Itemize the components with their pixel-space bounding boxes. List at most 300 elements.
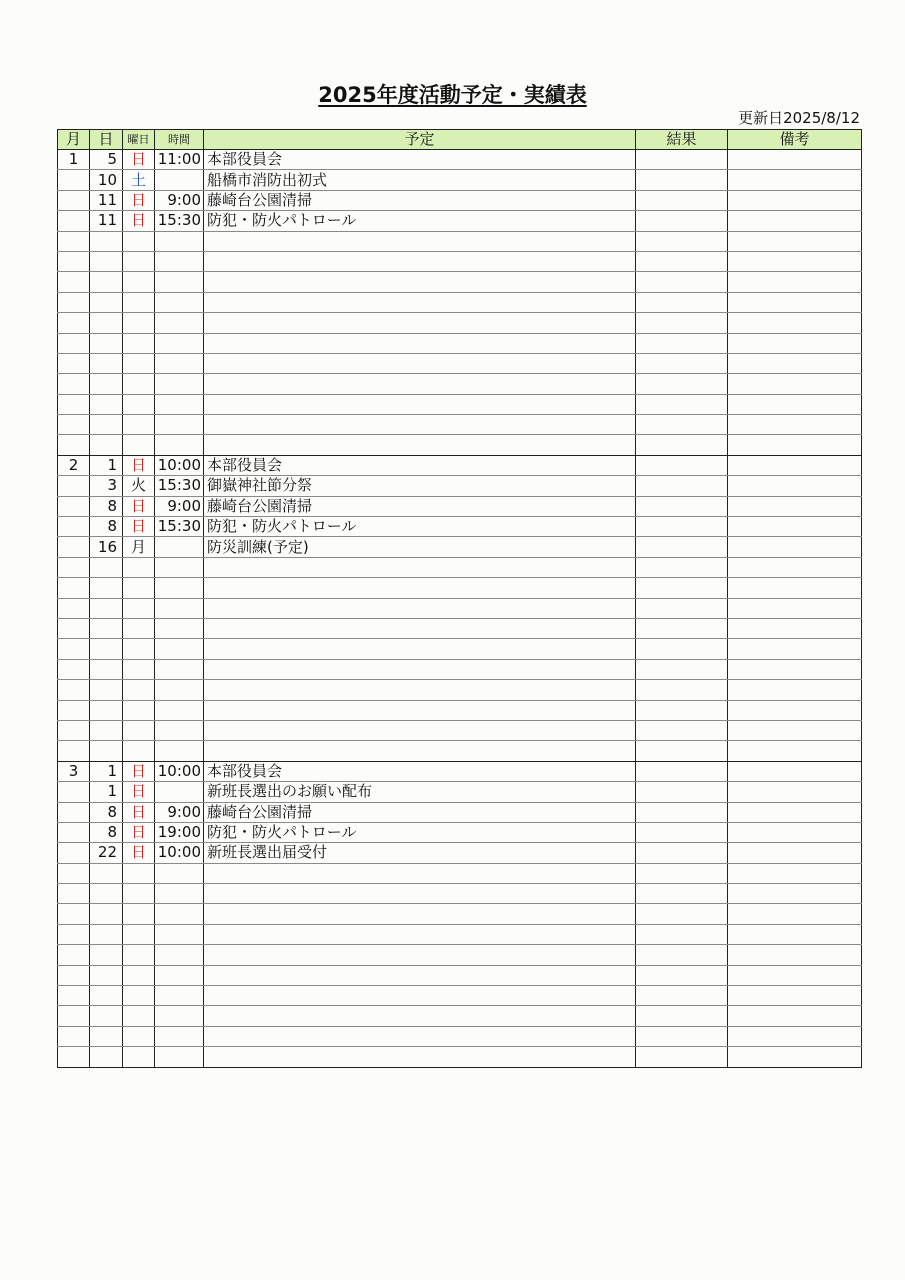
plan-cell <box>204 618 636 638</box>
weekday-cell <box>123 945 155 965</box>
remarks-cell <box>728 639 862 659</box>
weekday-cell: 日 <box>123 211 155 231</box>
weekday-cell <box>123 720 155 740</box>
month-cell: 2 <box>58 455 90 475</box>
remarks-cell <box>728 557 862 577</box>
month-cell <box>58 822 90 842</box>
plan-cell <box>204 720 636 740</box>
weekday-cell <box>123 965 155 985</box>
result-cell <box>636 1047 728 1067</box>
day-cell <box>90 1047 123 1067</box>
remarks-cell <box>728 231 862 251</box>
plan-cell <box>204 598 636 618</box>
table-row <box>58 741 862 761</box>
remarks-cell <box>728 1026 862 1046</box>
time-cell: 9:00 <box>155 496 204 516</box>
plan-cell: 防犯・防火パトロール <box>204 822 636 842</box>
month-cell <box>58 782 90 802</box>
day-cell <box>90 741 123 761</box>
time-cell: 9:00 <box>155 802 204 822</box>
month-cell <box>58 904 90 924</box>
plan-cell <box>204 435 636 455</box>
time-cell <box>155 700 204 720</box>
header-remarks: 備考 <box>728 130 862 150</box>
table-row <box>58 537 862 557</box>
result-cell <box>636 170 728 190</box>
time-cell: 10:00 <box>155 761 204 781</box>
weekday-cell <box>123 578 155 598</box>
table-row <box>58 618 862 638</box>
weekday-cell: 日 <box>123 190 155 210</box>
month-cell <box>58 415 90 435</box>
table-row <box>58 639 862 659</box>
month-cell <box>58 435 90 455</box>
result-cell <box>636 945 728 965</box>
plan-cell: 本部役員会 <box>204 150 636 170</box>
result-cell <box>636 822 728 842</box>
day-cell <box>90 863 123 883</box>
table-row <box>58 884 862 904</box>
day-cell <box>90 618 123 638</box>
result-cell <box>636 659 728 679</box>
time-cell <box>155 1047 204 1067</box>
day-cell: 1 <box>90 782 123 802</box>
time-cell <box>155 313 204 333</box>
table-row <box>58 863 862 883</box>
plan-cell: 藤崎台公園清掃 <box>204 190 636 210</box>
header-result: 結果 <box>636 130 728 150</box>
table-row <box>58 945 862 965</box>
plan-cell: 本部役員会 <box>204 455 636 475</box>
plan-cell <box>204 313 636 333</box>
plan-cell: 防犯・防火パトロール <box>204 211 636 231</box>
month-cell <box>58 374 90 394</box>
day-cell <box>90 415 123 435</box>
result-cell <box>636 1026 728 1046</box>
day-cell: 8 <box>90 496 123 516</box>
result-cell <box>636 741 728 761</box>
result-cell <box>636 251 728 271</box>
plan-cell <box>204 557 636 577</box>
table-row <box>58 211 862 231</box>
table-header-row <box>58 130 862 150</box>
time-cell <box>155 415 204 435</box>
weekday-cell <box>123 924 155 944</box>
remarks-cell <box>728 782 862 802</box>
weekday-cell <box>123 231 155 251</box>
updated-date: 更新日2025/8/12 <box>738 109 860 127</box>
weekday-cell <box>123 884 155 904</box>
time-cell: 11:00 <box>155 150 204 170</box>
weekday-cell <box>123 1006 155 1026</box>
remarks-cell <box>728 884 862 904</box>
remarks-cell <box>728 659 862 679</box>
result-cell <box>636 924 728 944</box>
day-cell <box>90 394 123 414</box>
result-cell <box>636 557 728 577</box>
day-cell: 1 <box>90 761 123 781</box>
table-row <box>58 965 862 985</box>
header-weekday: 曜日 <box>123 130 155 150</box>
time-cell <box>155 639 204 659</box>
remarks-cell <box>728 1047 862 1067</box>
time-cell <box>155 741 204 761</box>
month-cell <box>58 517 90 537</box>
result-cell <box>636 353 728 373</box>
table-row <box>58 313 862 333</box>
remarks-cell <box>728 496 862 516</box>
month-cell <box>58 924 90 944</box>
plan-cell: 藤崎台公園清掃 <box>204 496 636 516</box>
table-row <box>58 435 862 455</box>
day-cell <box>90 945 123 965</box>
plan-cell <box>204 680 636 700</box>
day-cell <box>90 313 123 333</box>
day-cell <box>90 333 123 353</box>
time-cell <box>155 986 204 1006</box>
time-cell <box>155 782 204 802</box>
remarks-cell <box>728 1006 862 1026</box>
result-cell <box>636 802 728 822</box>
remarks-cell <box>728 945 862 965</box>
result-cell <box>636 884 728 904</box>
weekday-cell <box>123 618 155 638</box>
result-cell <box>636 578 728 598</box>
weekday-cell <box>123 394 155 414</box>
plan-cell <box>204 374 636 394</box>
month-cell <box>58 884 90 904</box>
time-cell <box>155 251 204 271</box>
remarks-cell <box>728 476 862 496</box>
month-cell <box>58 680 90 700</box>
result-cell <box>636 435 728 455</box>
weekday-cell <box>123 598 155 618</box>
result-cell <box>636 1006 728 1026</box>
day-cell <box>90 720 123 740</box>
table-row <box>58 802 862 822</box>
weekday-cell <box>123 292 155 312</box>
month-cell <box>58 353 90 373</box>
table-row <box>58 720 862 740</box>
month-cell <box>58 251 90 271</box>
remarks-cell <box>728 170 862 190</box>
remarks-cell <box>728 374 862 394</box>
plan-cell <box>204 231 636 251</box>
day-cell <box>90 353 123 373</box>
weekday-cell: 火 <box>123 476 155 496</box>
result-cell <box>636 313 728 333</box>
remarks-cell <box>728 700 862 720</box>
plan-cell <box>204 578 636 598</box>
time-cell <box>155 863 204 883</box>
remarks-cell <box>728 333 862 353</box>
remarks-cell <box>728 211 862 231</box>
result-cell <box>636 394 728 414</box>
plan-cell <box>204 353 636 373</box>
day-cell: 8 <box>90 802 123 822</box>
weekday-cell <box>123 680 155 700</box>
day-cell <box>90 986 123 1006</box>
result-cell <box>636 986 728 1006</box>
day-cell <box>90 904 123 924</box>
header-plan: 予定 <box>204 130 636 150</box>
table-row <box>58 251 862 271</box>
month-cell <box>58 965 90 985</box>
plan-cell <box>204 863 636 883</box>
month-cell <box>58 741 90 761</box>
day-cell <box>90 1026 123 1046</box>
time-cell <box>155 965 204 985</box>
remarks-cell <box>728 741 862 761</box>
table-row <box>58 986 862 1006</box>
time-cell: 15:30 <box>155 476 204 496</box>
result-cell <box>636 272 728 292</box>
result-cell <box>636 190 728 210</box>
month-cell <box>58 945 90 965</box>
month-cell <box>58 313 90 333</box>
weekday-cell <box>123 415 155 435</box>
plan-cell <box>204 924 636 944</box>
remarks-cell <box>728 720 862 740</box>
time-cell <box>155 578 204 598</box>
weekday-cell: 日 <box>123 496 155 516</box>
table-row <box>58 272 862 292</box>
table-row <box>58 394 862 414</box>
plan-cell <box>204 904 636 924</box>
weekday-cell <box>123 639 155 659</box>
table-row <box>58 924 862 944</box>
time-cell <box>155 333 204 353</box>
month-cell <box>58 272 90 292</box>
remarks-cell <box>728 965 862 985</box>
day-cell: 22 <box>90 843 123 863</box>
result-cell <box>636 333 728 353</box>
schedule-table <box>57 129 862 1068</box>
weekday-cell <box>123 659 155 679</box>
month-cell <box>58 496 90 516</box>
plan-cell: 新班長選出届受付 <box>204 843 636 863</box>
result-cell <box>636 374 728 394</box>
time-cell <box>155 659 204 679</box>
remarks-cell <box>728 578 862 598</box>
time-cell <box>155 924 204 944</box>
weekday-cell: 日 <box>123 822 155 842</box>
day-cell <box>90 598 123 618</box>
table-row <box>58 170 862 190</box>
remarks-cell <box>728 272 862 292</box>
day-cell <box>90 231 123 251</box>
plan-cell <box>204 659 636 679</box>
day-cell <box>90 374 123 394</box>
day-cell <box>90 700 123 720</box>
day-cell: 8 <box>90 822 123 842</box>
month-cell <box>58 843 90 863</box>
month-cell <box>58 292 90 312</box>
month-cell: 3 <box>58 761 90 781</box>
result-cell <box>636 231 728 251</box>
plan-cell <box>204 292 636 312</box>
weekday-cell <box>123 904 155 924</box>
time-cell: 10:00 <box>155 843 204 863</box>
day-cell <box>90 659 123 679</box>
month-cell <box>58 190 90 210</box>
day-cell <box>90 251 123 271</box>
weekday-cell <box>123 353 155 373</box>
day-cell <box>90 272 123 292</box>
plan-cell <box>204 333 636 353</box>
time-cell <box>155 904 204 924</box>
remarks-cell <box>728 435 862 455</box>
day-cell: 5 <box>90 150 123 170</box>
table-row <box>58 517 862 537</box>
remarks-cell <box>728 761 862 781</box>
remarks-cell <box>728 986 862 1006</box>
remarks-cell <box>728 394 862 414</box>
month-cell <box>58 557 90 577</box>
day-cell <box>90 578 123 598</box>
month-cell <box>58 333 90 353</box>
plan-cell: 藤崎台公園清掃 <box>204 802 636 822</box>
time-cell <box>155 170 204 190</box>
day-cell: 11 <box>90 190 123 210</box>
plan-cell <box>204 884 636 904</box>
header-month: 月 <box>58 130 90 150</box>
result-cell <box>636 455 728 475</box>
plan-cell <box>204 945 636 965</box>
time-cell: 19:00 <box>155 822 204 842</box>
plan-cell <box>204 986 636 1006</box>
table-row <box>58 374 862 394</box>
month-cell <box>58 863 90 883</box>
remarks-cell <box>728 680 862 700</box>
time-cell <box>155 884 204 904</box>
weekday-cell <box>123 313 155 333</box>
month-cell <box>58 211 90 231</box>
result-cell <box>636 150 728 170</box>
table-row <box>58 231 862 251</box>
month-cell <box>58 700 90 720</box>
title-text: 2025年度活動予定・実績表 <box>318 83 587 107</box>
month-cell <box>58 802 90 822</box>
time-cell <box>155 618 204 638</box>
day-cell <box>90 884 123 904</box>
time-cell: 9:00 <box>155 190 204 210</box>
time-cell <box>155 945 204 965</box>
weekday-cell: 日 <box>123 802 155 822</box>
plan-cell <box>204 272 636 292</box>
plan-cell: 御嶽神社節分祭 <box>204 476 636 496</box>
weekday-cell <box>123 986 155 1006</box>
day-cell <box>90 435 123 455</box>
remarks-cell <box>728 313 862 333</box>
weekday-cell <box>123 333 155 353</box>
result-cell <box>636 639 728 659</box>
result-cell <box>636 537 728 557</box>
time-cell <box>155 231 204 251</box>
weekday-cell: 日 <box>123 782 155 802</box>
month-cell <box>58 578 90 598</box>
result-cell <box>636 782 728 802</box>
plan-cell <box>204 700 636 720</box>
result-cell <box>636 863 728 883</box>
table-row <box>58 822 862 842</box>
weekday-cell <box>123 863 155 883</box>
remarks-cell <box>728 598 862 618</box>
remarks-cell <box>728 537 862 557</box>
table-row <box>58 557 862 577</box>
table-row <box>58 150 862 170</box>
remarks-cell <box>728 415 862 435</box>
remarks-cell <box>728 251 862 271</box>
time-cell <box>155 680 204 700</box>
header-day: 日 <box>90 130 123 150</box>
plan-cell <box>204 1047 636 1067</box>
plan-cell: 本部役員会 <box>204 761 636 781</box>
plan-cell <box>204 965 636 985</box>
remarks-cell <box>728 843 862 863</box>
result-cell <box>636 843 728 863</box>
table-row <box>58 1026 862 1046</box>
day-cell: 11 <box>90 211 123 231</box>
day-cell: 3 <box>90 476 123 496</box>
month-cell <box>58 659 90 679</box>
day-cell: 1 <box>90 455 123 475</box>
table-row <box>58 476 862 496</box>
table-row <box>58 680 862 700</box>
result-cell <box>636 517 728 537</box>
weekday-cell: 日 <box>123 150 155 170</box>
table-row <box>58 843 862 863</box>
time-cell <box>155 1026 204 1046</box>
month-cell: 1 <box>58 150 90 170</box>
weekday-cell <box>123 557 155 577</box>
day-cell <box>90 292 123 312</box>
remarks-cell <box>728 863 862 883</box>
weekday-cell: 日 <box>123 761 155 781</box>
schedule-body <box>58 150 862 1068</box>
month-cell <box>58 618 90 638</box>
remarks-cell <box>728 190 862 210</box>
time-cell <box>155 394 204 414</box>
result-cell <box>636 965 728 985</box>
remarks-cell <box>728 924 862 944</box>
table-row <box>58 761 862 781</box>
month-cell <box>58 1047 90 1067</box>
table-row <box>58 190 862 210</box>
month-cell <box>58 170 90 190</box>
plan-cell: 防災訓練(予定) <box>204 537 636 557</box>
month-cell <box>58 598 90 618</box>
remarks-cell <box>728 517 862 537</box>
weekday-cell: 土 <box>123 170 155 190</box>
month-cell <box>58 1026 90 1046</box>
month-cell <box>58 537 90 557</box>
weekday-cell <box>123 700 155 720</box>
time-cell <box>155 557 204 577</box>
day-cell <box>90 639 123 659</box>
result-cell <box>636 211 728 231</box>
table-row <box>58 353 862 373</box>
remarks-cell <box>728 455 862 475</box>
remarks-cell <box>728 292 862 312</box>
document-title <box>0 80 905 110</box>
day-cell <box>90 965 123 985</box>
weekday-cell <box>123 1026 155 1046</box>
time-cell: 15:30 <box>155 517 204 537</box>
time-cell <box>155 292 204 312</box>
time-cell <box>155 598 204 618</box>
table-row <box>58 1006 862 1026</box>
